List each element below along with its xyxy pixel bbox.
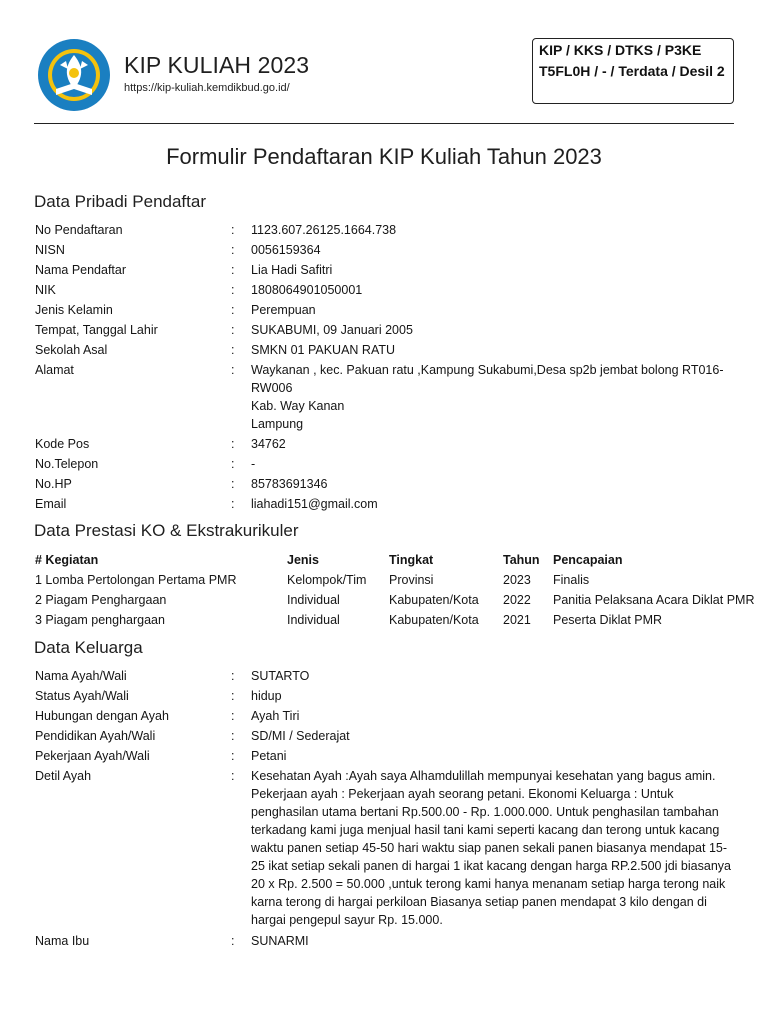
prestasi-cell: 2022 bbox=[503, 593, 531, 607]
pribadi-label: Nama Pendaftar bbox=[35, 263, 127, 277]
prestasi-cell: 2 Piagam Penghargaan bbox=[35, 593, 167, 607]
section-title-pribadi: Data Pribadi Pendaftar bbox=[34, 192, 206, 211]
separator: : bbox=[231, 769, 235, 783]
pribadi-value: Perempuan bbox=[251, 303, 316, 317]
pribadi-label: Sekolah Asal bbox=[35, 343, 108, 357]
prestasi-cell: 2021 bbox=[503, 613, 531, 627]
section-title-keluarga: Data Keluarga bbox=[34, 638, 143, 657]
prestasi-cell: Peserta Diklat PMR bbox=[553, 613, 663, 627]
pribadi-value: Waykanan , kec. Pakuan ratu ,Kampung Sukabumi,Desa sp2b jembat bolong RT016-RW006 Kab. Way Kanan Lampung bbox=[251, 363, 724, 431]
prestasi-cell: Panitia Pelaksana Acara Diklat PMR bbox=[553, 593, 755, 607]
pribadi-label: Tempat, Tanggal Lahir bbox=[35, 323, 158, 337]
pribadi-label: No.HP bbox=[35, 477, 72, 491]
prestasi-cell: Kabupaten/Kota bbox=[389, 613, 479, 627]
keluarga-value: SD/MI / Sederajat bbox=[251, 729, 350, 743]
separator: : bbox=[231, 749, 235, 763]
separator: : bbox=[231, 457, 235, 471]
pribadi-value: SUKABUMI, 09 Januari 2005 bbox=[251, 323, 413, 337]
separator: : bbox=[231, 223, 235, 237]
pribadi-label: No.Telepon bbox=[35, 457, 99, 471]
separator: : bbox=[231, 934, 235, 948]
keluarga-value: Ayah Tiri bbox=[251, 709, 300, 723]
pribadi-value: 85783691346 bbox=[251, 477, 328, 491]
prestasi-cell: Individual bbox=[287, 593, 340, 607]
pribadi-label: Jenis Kelamin bbox=[35, 303, 113, 317]
separator: : bbox=[231, 283, 235, 297]
pribadi-label: NISN bbox=[35, 243, 65, 257]
prestasi-header-cell: Tahun bbox=[503, 553, 540, 567]
pribadi-label: NIK bbox=[35, 283, 56, 297]
prestasi-cell: Individual bbox=[287, 613, 340, 627]
pribadi-value: liahadi151@gmail.com bbox=[251, 497, 378, 511]
separator: : bbox=[231, 343, 235, 357]
site-url: https://kip-kuliah.kemdikbud.go.id/ bbox=[124, 82, 290, 94]
pribadi-label: Email bbox=[35, 497, 67, 511]
section-title-prestasi: Data Prestasi KO & Ekstrakurikuler bbox=[34, 521, 299, 540]
prestasi-cell: 1 Lomba Pertolongan Pertama PMR bbox=[35, 573, 237, 587]
prestasi-header-cell: # Kegiatan bbox=[35, 553, 99, 567]
keluarga-value: hidup bbox=[251, 689, 282, 703]
pribadi-value: 1123.607.26125.1664.738 bbox=[251, 223, 397, 237]
pribadi-value: Lia Hadi Safitri bbox=[251, 263, 333, 277]
prestasi-cell: Provinsi bbox=[389, 573, 434, 587]
keluarga-label: Status Ayah/Wali bbox=[35, 689, 129, 703]
separator: : bbox=[231, 689, 235, 703]
tut-wuri-handayani-logo bbox=[36, 39, 112, 111]
separator: : bbox=[231, 497, 235, 511]
form-title: Formulir Pendaftaran KIP Kuliah Tahun 2023 bbox=[166, 144, 602, 169]
keluarga-label: Detil Ayah bbox=[35, 769, 92, 783]
separator: : bbox=[231, 709, 235, 723]
prestasi-cell: 3 Piagam penghargaan bbox=[35, 613, 165, 627]
status-tag-box: KIP / KKS / DTKS / P3KE T5FL0H / - / Terdata / Desil 2 bbox=[532, 38, 734, 104]
separator: : bbox=[231, 363, 235, 377]
keluarga-value: SUTARTO bbox=[251, 669, 310, 683]
pribadi-label: No Pendaftaran bbox=[35, 223, 123, 237]
pribadi-value: 0056159364 bbox=[251, 243, 321, 257]
app-title: KIP KULIAH 2023 bbox=[124, 52, 310, 78]
keluarga-label: Pekerjaan Ayah/Wali bbox=[35, 749, 150, 763]
separator: : bbox=[231, 729, 235, 743]
header-divider bbox=[34, 123, 734, 124]
pribadi-value: 34762 bbox=[251, 437, 286, 451]
pribadi-label: Kode Pos bbox=[35, 437, 90, 451]
separator: : bbox=[231, 477, 235, 491]
prestasi-cell: 2023 bbox=[503, 573, 531, 587]
keluarga-label: Nama Ayah/Wali bbox=[35, 669, 127, 683]
keluarga-label: Nama Ibu bbox=[35, 934, 90, 948]
pribadi-value: 1808064901050001 bbox=[251, 283, 363, 297]
separator: : bbox=[231, 263, 235, 277]
keluarga-label: Pendidikan Ayah/Wali bbox=[35, 729, 156, 743]
prestasi-header-cell: Pencapaian bbox=[553, 553, 623, 567]
pribadi-label: Alamat bbox=[35, 363, 74, 377]
separator: : bbox=[231, 437, 235, 451]
separator: : bbox=[231, 323, 235, 337]
keluarga-value: SUNARMI bbox=[251, 934, 309, 948]
pribadi-value: - bbox=[251, 457, 256, 471]
separator: : bbox=[231, 303, 235, 317]
separator: : bbox=[231, 669, 235, 683]
prestasi-header-cell: Jenis bbox=[287, 553, 319, 567]
keluarga-label: Hubungan dengan Ayah bbox=[35, 709, 169, 723]
prestasi-cell: Kabupaten/Kota bbox=[389, 593, 479, 607]
prestasi-cell: Kelompok/Tim bbox=[287, 573, 367, 587]
pribadi-value: SMKN 01 PAKUAN RATU bbox=[251, 343, 396, 357]
keluarga-value: Petani bbox=[251, 749, 287, 763]
prestasi-header-cell: Tingkat bbox=[389, 553, 434, 567]
separator: : bbox=[231, 243, 235, 257]
prestasi-cell: Finalis bbox=[553, 573, 590, 587]
keluarga-value: Kesehatan Ayah :Ayah saya Alhamdulillah mempunyai kesehatan yang bagus amin. Pekerjaan ayah : Pekerjaan ayah seorang petani. Ekonomi Keluarga : Untuk penghasilan utama bertani Rp.500.00 - Rp. 1.000.000. Untuk penghasilan tambahan terkadang kami juga menjual hasil tani kami seperti kacang dan terong untuk kacang waktu panen setiap 45-50 hari waktu siap panen sekali panen biasanya mendapat 15-25 ikat setiap sekali panen di hargai 1 ikat kacang dengan harga RP.2.500 jdi biasanya 20 x Rp. 2.500 = 50.000 ,untuk terong kami hanya menanam setiap harga terong naik karna terong di hargai perkiloan Biasanya setiap panen mendapat 3 kilo dengan di hargai pengepul sayur Rp. 15.000. bbox=[251, 769, 731, 927]
